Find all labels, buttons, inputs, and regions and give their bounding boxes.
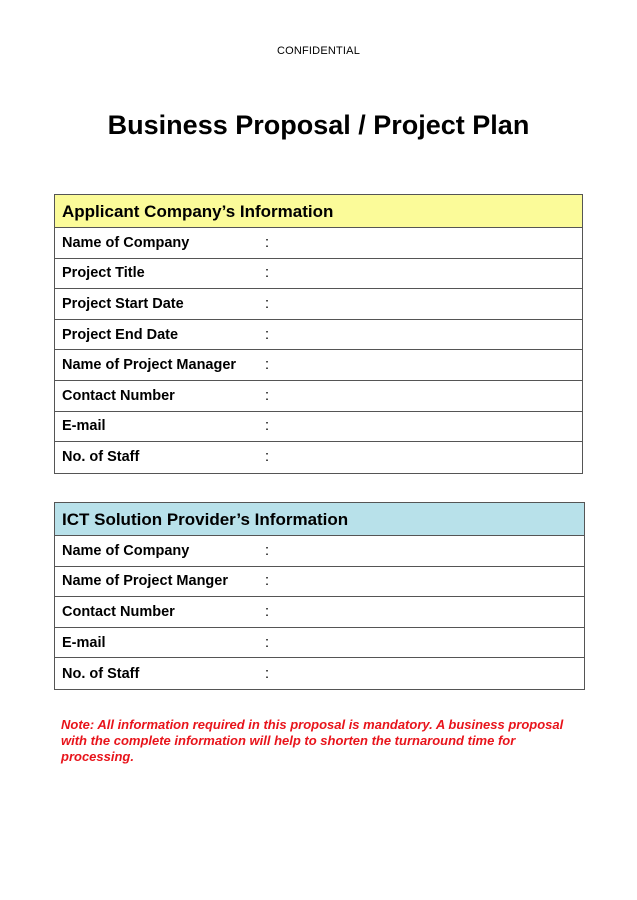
applicant-contact-number-input[interactable] xyxy=(277,381,582,411)
provider-row-staff-count xyxy=(55,658,584,689)
applicant-company-name-input[interactable] xyxy=(277,228,582,258)
field-colon: : xyxy=(265,542,270,559)
field-label: Project End Date xyxy=(62,326,179,343)
provider-row-email xyxy=(55,628,584,659)
mandatory-note: Note: All information required in this proposal is mandatory. A business proposal with the complete information will help to shorten the turnaround time for processing. xyxy=(61,717,564,764)
applicant-row-email xyxy=(55,412,582,443)
applicant-project-title-input[interactable] xyxy=(277,259,582,289)
field-label: E-mail xyxy=(62,634,106,651)
page-title: Business Proposal / Project Plan xyxy=(107,110,530,140)
applicant-end-date-input[interactable] xyxy=(277,320,582,350)
applicant-row-start-date xyxy=(55,289,582,320)
provider-staff-count-input[interactable] xyxy=(277,658,584,689)
provider-section-heading: ICT Solution Provider’s Information xyxy=(55,503,584,536)
field-label: No. of Staff xyxy=(62,665,140,682)
field-colon: : xyxy=(265,665,270,682)
field-label: E-mail xyxy=(62,418,106,435)
applicant-section-heading: Applicant Company’s Information xyxy=(55,195,582,228)
field-label: Name of Project Manager xyxy=(62,357,237,374)
provider-email-input[interactable] xyxy=(277,628,584,658)
field-colon: : xyxy=(265,357,270,374)
field-colon: : xyxy=(265,234,270,251)
field-colon: : xyxy=(265,265,270,282)
field-label: Name of Company xyxy=(62,542,190,559)
applicant-row-contact-number xyxy=(55,381,582,412)
provider-row-project-manager xyxy=(55,567,584,598)
field-colon: : xyxy=(265,449,270,466)
applicant-row-end-date xyxy=(55,320,582,351)
applicant-row-project-title xyxy=(55,259,582,290)
applicant-start-date-input[interactable] xyxy=(277,289,582,319)
confidential-label: CONFIDENTIAL xyxy=(276,45,361,57)
field-label: Project Title xyxy=(62,265,145,282)
field-colon: : xyxy=(265,634,270,651)
applicant-info-table xyxy=(54,194,583,474)
field-label: Name of Project Manger xyxy=(62,573,228,590)
provider-row-contact-number xyxy=(55,597,584,628)
field-label: Project Start Date xyxy=(62,295,184,312)
field-colon: : xyxy=(265,573,270,590)
provider-row-company-name xyxy=(55,536,584,567)
field-colon: : xyxy=(265,326,270,343)
provider-contact-number-input[interactable] xyxy=(277,597,584,627)
provider-info-table xyxy=(54,502,585,690)
applicant-email-input[interactable] xyxy=(277,412,582,442)
field-colon: : xyxy=(265,295,270,312)
field-colon: : xyxy=(265,387,270,404)
field-label: Name of Company xyxy=(62,234,190,251)
provider-project-manager-input[interactable] xyxy=(277,567,584,597)
field-label: No. of Staff xyxy=(62,449,140,466)
field-colon: : xyxy=(265,418,270,435)
field-label: Contact Number xyxy=(62,387,175,404)
applicant-project-manager-input[interactable] xyxy=(277,350,582,380)
applicant-row-staff-count xyxy=(55,442,582,473)
applicant-row-company-name xyxy=(55,228,582,259)
field-colon: : xyxy=(265,603,270,620)
applicant-row-project-manager xyxy=(55,350,582,381)
provider-company-name-input[interactable] xyxy=(277,536,584,566)
field-label: Contact Number xyxy=(62,603,175,620)
applicant-staff-count-input[interactable] xyxy=(277,442,582,473)
